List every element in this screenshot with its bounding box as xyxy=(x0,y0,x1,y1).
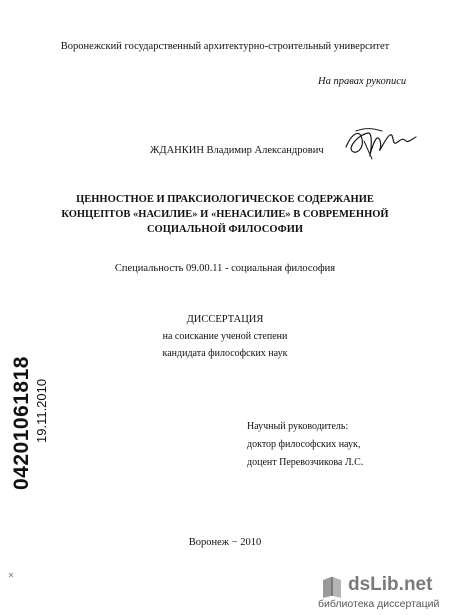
degree-sought-line: на соискание ученой степени xyxy=(162,331,288,342)
dissertation-title xyxy=(0,192,450,237)
author-name: ЖДАНКИН Владимир Александрович xyxy=(150,145,324,156)
signature-image xyxy=(342,125,420,163)
advisor-label: Научный руководитель: xyxy=(247,421,349,432)
degree-name-line: кандидата философских наук xyxy=(162,348,288,359)
scan-mark xyxy=(8,572,14,578)
stamp-date: 19.11.2010 xyxy=(34,378,49,443)
title-line-2: КОНЦЕПТОВ «НАСИЛИЕ» И «НЕНАСИЛИЕ» В СОВРЕМЕННОЙ xyxy=(61,209,389,220)
dissertation-heading: ДИССЕРТАЦИЯ xyxy=(186,314,264,325)
advisor-degree: доктор философских наук, xyxy=(247,439,361,450)
city-year: Воронеж − 2010 xyxy=(188,537,262,548)
watermark-subtitle: библиотека диссертаций xyxy=(318,598,440,610)
dslib-watermark xyxy=(318,574,448,614)
book-logo-icon xyxy=(320,574,344,600)
stamp-number: 04201061818 xyxy=(10,356,33,490)
specialty-line: Специальность 09.00.11 - социальная философия xyxy=(114,263,336,274)
advisor-name: доцент Перевозчикова Л.С. xyxy=(247,457,364,468)
watermark-brand: dsLib.net xyxy=(348,574,433,595)
title-line-3: СОЦИАЛЬНОЙ ФИЛОСОФИИ xyxy=(146,224,304,235)
manuscript-note: На правах рукописи xyxy=(318,76,407,87)
university-name: Воронежский государственный архитектурно-строительный университет xyxy=(60,41,390,52)
title-line-1: ЦЕННОСТНОЕ И ПРАКСИОЛОГИЧЕСКОЕ СОДЕРЖАНИЕ xyxy=(76,194,374,205)
library-stamp xyxy=(10,356,210,490)
